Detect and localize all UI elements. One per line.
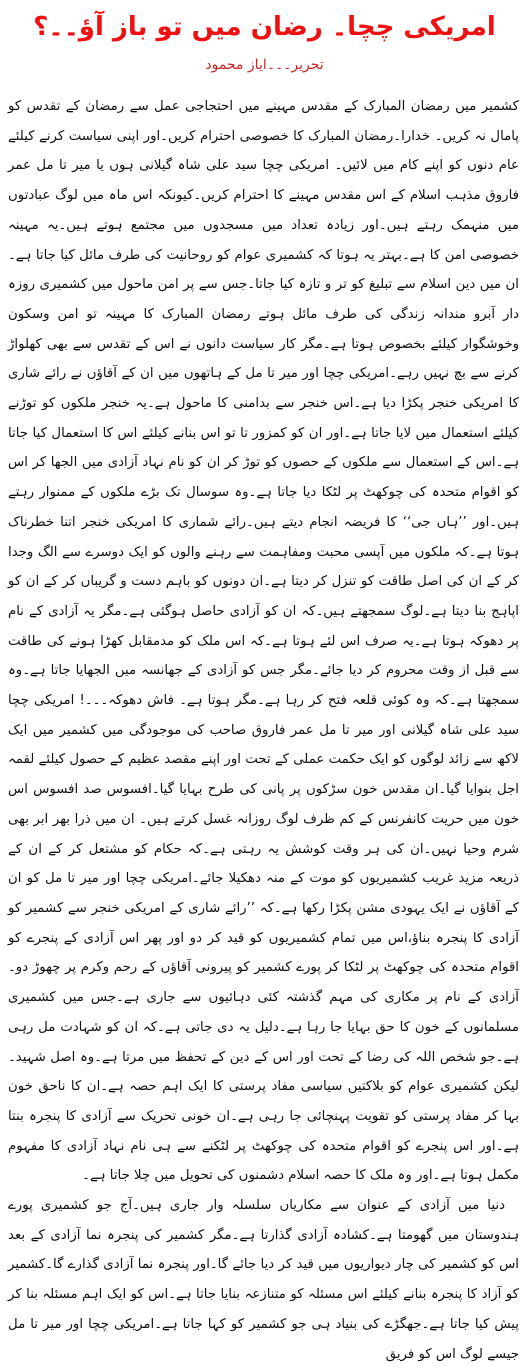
article-paragraph: دنیا میں آزادی کے عنوان سے مکاریاں سلسلہ وار جاری ہیں۔آج جو کشمیری پورے ہندوستان میں گھومتا ہے۔کشادہ آزادی گذارتا ہے۔مگر کشمیر کی پنجرہ نما آزادی کے بعد اس کو کشمیر کی چار دیواریوں میں قید کر دیا جائے گا۔اور پنجرہ نما آزادی گذارے گا۔کشمیر کو آزاد کا پنجرہ بنانے کیلئے اس مسئلہ کو متنازعہ بنایا جاتا ہے۔اس کو ایک اہم مسئلہ بنا کر پیش کیا جاتا ہے۔جھگڑے کی بنیاد ہی جو کشمیر کو کہا جاتا ہے۔امریکی چچا اور میر تا مل جیسے لوگ اس کو فریق [8,1198,519,1362]
author-byline: تحریر۔۔۔ایاز محمود [205,57,324,73]
article-paragraph: کشمیر میں رمضان المبارک کے مقدس مہینے میں احتجاجی عمل سے رمضان کے تقدس کو پامال نہ کریں۔ خدارا۔رمضان المبارک کا خصوصی احترام کریں۔اور اپنی سیاست کرنے کیلئے عام دنوں کو اپنے کام میں لائیں۔ امریکی چچا سید علی شاہ گیلانی ہوں یا میر تا مل عمر فاروق مذہب اسلام کے اس مقدس مہینے کا احترام کریں۔کیونکہ اس ماہ میں لوگ عبادتوں میں منہمک رہتے ہیں۔اور زیادہ تعداد میں مسجدوں میں مجتمع ہوتے ہیں۔یہ مہینہ خصوصی امن کا ہے۔بہتر یہ ہوتا کہ کشمیری عوام کو روحانیت کی طرف مائل کیا جاتا ہے۔ان میں دین اسلام سے تبلیغ کو تر و تازہ کیا جاتا۔جس سے پر امن ماحول میں کشمیری روزہ دار آبرو مندانہ زندگی کی طرف مائل ہوتے رمضان المبارک کا مہینہ تو امن وسکون وخوشگوار کیلئے بخصوص ہوتا ہے۔مگر کار سیاست دانوں نے اس کے تقدس سے بھی کھلواڑ کرنے سے بچ نہیں رہے۔امریکی چچا اور میر تا مل کے ہاتھوں میں ان کے آقاؤں نے رائے شاری کا امریکی خنجر پکڑا دیا ہے۔اس خنجر سے بدامنی کا ماحول ہے۔یہ خنجر ملکوں کو توڑنے کیلئے استعمال میں لایا جاتا ہے۔اور ان کو کمزور تا تو اس بنانے کیلئے اس کا استعمال کیا جاتا ہے۔اس کے استعمال سے ملکوں کے حصوں کو توڑ کر ان کو نام نہاد آزادی میں الجھا کر اس کو اقوام متحدہ کی چوکھٹ پر لٹکا دیا جاتا ہے۔وہ سوسال تک بڑے ملکوں کے ممنوار رہتے ہیں۔اور ’’ہاں جی‘‘ کا فریضہ انجام دیتے ہیں۔رائے شماری کا امریکی خنجر اتنا خطرناک ہوتا ہے۔کہ ملکوں میں آپسی محبت ومفاہمت سے رہنے والوں کو ایک دوسرے سے الگ وجدا کر کے ان کی اصل طاقت کو تنزل کر دیتا ہے۔ان دونوں کو باہم دست و گریباں کر کے ان کو اپاہج بنا دیتا ہے۔لوگ سمجھتے ہیں۔کہ ان کو آزادی حاصل ہوگئی ہے۔مگر یہ آزادی کے نام پر دھوکہ ہوتا ہے۔یہ صرف اس لئے ہوتا ہے۔کہ اس ملک کو مدمقابل کھڑا ہونے کی طاقت سے قبل از وقت محروم کر دیا جائے۔مگر جس کو آزادی کے جھانسہ میں الجھایا جاتا ہے۔وہ سمجھتا ہے۔کہ وہ کوئی قلعہ فتح کر رہا ہے۔مگر ہوتا ہے۔ فاش دھوکہ۔۔۔! امریکی چچا سید علی شاہ گیلانی اور میر تا مل عمر فاروق صاحب کی موجودگی میں کشمیر میں ایک لاکھ سے زائد لوگوں کو ایک حکمت عملی کے تحت اور اپنے مقصد عظیم کے حصول کیلئے لقمہ اجل بنوایا گیا۔ان مقدس خون سڑکوں پر پانی کی طرح بہایا گیا۔افسوس صد افسوس اس خون میں حریت کانفرنس کے کم ظرف لوگ روزانہ غسل کرتے ہیں۔ ان میں ذرا بھر ابر بھی شرم وحیا نہیں۔ان کی ہر وقت کوشش یہ رہتی ہے۔کہ حکام کو مشتعل کر کے ان کے ذریعہ مزید غریب کشمیریوں کو موت کے منہ دھکیلا جائے۔امریکی چچا اور میر تا مل کو ان کے آقاؤں نے ایک یہودی مشن پکڑا رکھا ہے۔کہ ’’رائے شاری کے امریکی خنجر سے کشمیر کو آزادی کا پنجرہ بناؤ،اس میں تمام کشمیریوں کو قید کر دو اور پھر اس آزادی کے پنجرے کو اقوام متحدہ کی چوکھٹ پر لٹکا کر پورے کشمیر کو پیرونی آقاؤں کے رحم وکرم پر چھوڑ دو۔آزادی کے نام پر مکاری کی مہم گذشتہ کئی دہائیوں سے جاری ہے۔جس میں کشمیری مسلمانوں کے خون کا حق بہایا جا رہا ہے۔دلیل یہ دی جاتی ہے۔کہ ان کو شہادت مل رہی ہے۔جو شخص اللہ کی رضا کے تحت اور اس کے دین کے تحفظ میں مرتا ہے۔وہ اصل شہید۔لیکن کشمیری عوام کو بلاکتیں سیاسی مفاد پرستی کا ایک اہم حصہ ہے۔ان کا ناحق خون بہا کر مفاد پرستی کو تقویت پہنچائی جا رہی ہے۔ان خونی تحریک سے آزادی کا پنجرہ بنتا ہے۔اور اس پنجرے کو اقوام متحدہ کی چوکھٹ پر لٹکنے سے ہی نام نہاد آزادی کا مفہوم مکمل ہوتا ہے۔اور وہ ملک کا حصہ اسلام دشمنوں کی تحویل میں چلا جاتا ہے۔ [8,99,519,1184]
article-body [0,92,529,1362]
page-title: امریکی چچا۔ رضان میں تو باز آؤ۔۔؟ [33,12,496,42]
